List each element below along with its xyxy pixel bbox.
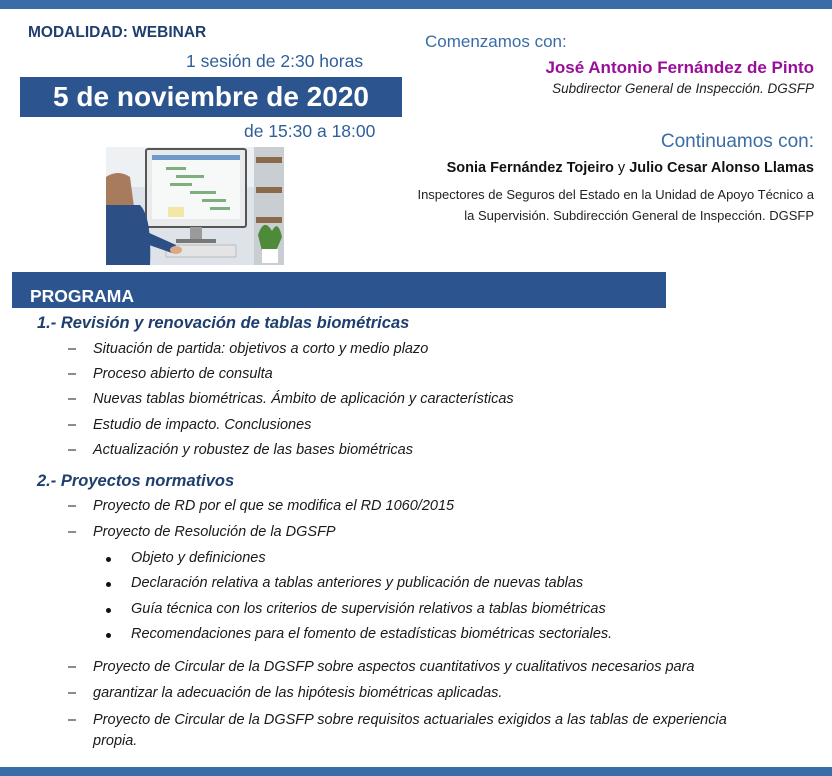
dash-marker: –: [68, 685, 77, 701]
office-worker-photo: [106, 147, 284, 265]
dash-marker: –: [68, 442, 77, 458]
top-accent-bar: [0, 0, 832, 9]
section-2-title: 2.- Proyectos normativos: [37, 472, 235, 490]
section-1-item: Nuevas tablas biométricas. Ámbito de aplicación y características: [93, 391, 514, 407]
section-1-title: 1.- Revisión y renovación de tablas biométricas: [37, 314, 410, 332]
event-time: de 15:30 a 18:00: [244, 121, 376, 141]
section-1-item: Estudio de impacto. Conclusiones: [93, 417, 312, 433]
speaker-3-name: Julio Cesar Alonso Llamas: [629, 160, 814, 176]
bottom-accent-bar: [0, 767, 832, 776]
bullet-marker: [106, 557, 111, 562]
speaker-1-role: Subdirector General de Inspección. DGSFP: [552, 81, 814, 96]
dash-marker: –: [68, 498, 77, 514]
speaker-connector: y: [617, 160, 626, 176]
section-2-item: Proyecto de Resolución de la DGSFP: [93, 524, 336, 540]
section-2-item: Proyecto de Circular de la DGSFP sobre requisitos actuariales exigidos a las tablas de experiencia: [93, 712, 727, 728]
continue-label: Continuamos con:: [660, 131, 814, 152]
intro-label: Comenzamos con:: [425, 32, 567, 51]
dash-marker: –: [68, 391, 77, 407]
programa-title: PROGRAMA: [30, 286, 135, 306]
section-1-item: Situación de partida: objetivos a corto y medio plazo: [93, 341, 429, 357]
bullet-marker: [106, 633, 111, 638]
dash-marker: –: [68, 366, 77, 382]
dash-marker: –: [68, 524, 77, 540]
dash-marker: –: [68, 712, 77, 728]
section-2-item: garantizar la adecuación de las hipótesis biométricas aplicadas.: [93, 685, 503, 701]
speakers-2-3-role: Inspectores de Seguros del Estado en la Unidad de Apoyo Técnico a la Supervisión. Subdirección General de Inspección. DGSFP: [417, 187, 814, 223]
section-1-item: Actualización y robustez de las bases biométricas: [93, 442, 413, 458]
section-2-subitem: Guía técnica con los criterios de supervisión relativos a tablas biométricas: [131, 601, 606, 617]
dash-marker: –: [68, 659, 77, 675]
section-1-item: Proceso abierto de consulta: [93, 366, 273, 382]
section-2-subitem: Objeto y definiciones: [131, 550, 266, 566]
speaker-1-name: José Antonio Fernández de Pinto: [545, 58, 814, 77]
speakers-2-3: [447, 160, 814, 176]
speaker-2-name: Sonia Fernández Tojeiro: [446, 160, 614, 176]
dash-marker: –: [68, 341, 77, 357]
modality-label: MODALIDAD: WEBINAR: [28, 24, 207, 41]
section-2-item: Proyecto de Circular de la DGSFP sobre aspectos cuantitativos y cualitativos necesarios para: [93, 659, 695, 675]
section-2-item-continuation: propia.: [93, 733, 138, 749]
bullet-marker: [106, 608, 111, 613]
session-duration: 1 sesión de 2:30 horas: [186, 51, 364, 71]
dash-marker: –: [68, 417, 77, 433]
event-date: 5 de noviembre de 2020: [20, 77, 402, 117]
bullet-marker: [106, 582, 111, 587]
section-2-subitem: Declaración relativa a tablas anteriores y publicación de nuevas tablas: [131, 575, 584, 591]
section-2-item: Proyecto de RD por el que se modifica el RD 1060/2015: [93, 498, 455, 514]
section-2-subitem: Recomendaciones para el fomento de estadísticas biométricas sectoriales.: [131, 626, 613, 642]
